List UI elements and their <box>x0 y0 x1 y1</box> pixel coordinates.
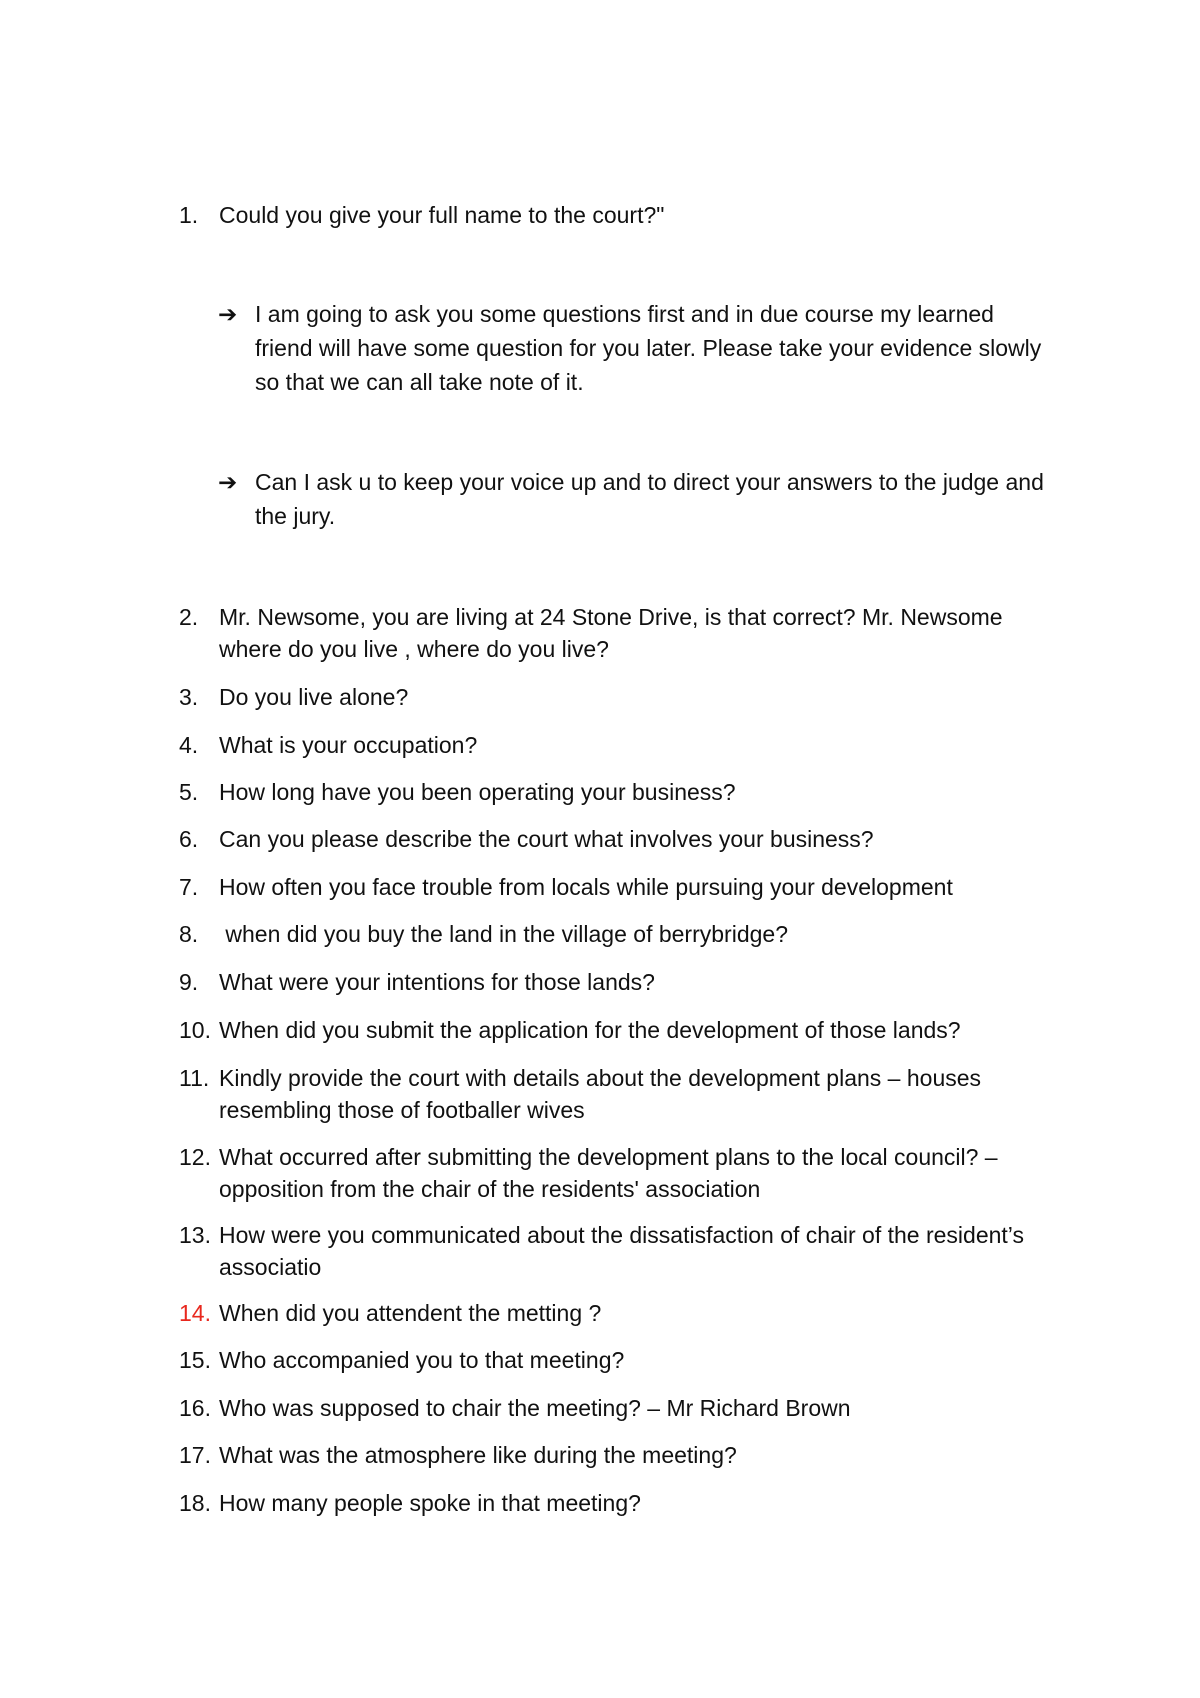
question-text: when did you buy the land in the village of berrybridge? <box>219 921 788 947</box>
question-number: 17. <box>179 1442 211 1468</box>
question-text: How long have you been operating your business? <box>219 779 736 805</box>
question-item <box>179 823 1059 855</box>
question-number: 16. <box>179 1395 211 1421</box>
question-text: Mr. Newsome, you are living at 24 Stone Drive, is that correct? Mr. Newsome where do you live , where do you live? <box>219 604 1003 662</box>
question-item <box>179 199 1059 231</box>
question-item <box>179 1439 1059 1471</box>
question-number: 4. <box>179 732 199 758</box>
question-item <box>179 1062 1059 1126</box>
question-number: 9. <box>179 969 199 995</box>
question-text: Kindly provide the court with details about the development plans – houses resembling those of footballer wives <box>219 1065 982 1123</box>
question-item <box>179 729 1059 761</box>
question-item <box>179 681 1059 713</box>
right-arrow-icon: ➔ <box>218 469 238 495</box>
question-item <box>179 1219 1059 1283</box>
question-text: What occurred after submitting the development plans to the local council? – opposition from the chair of the residents' association <box>219 1144 998 1202</box>
question-text: When did you submit the application for the development of those lands? <box>219 1017 961 1043</box>
question-number: 8. <box>179 921 199 947</box>
question-number: 10. <box>179 1017 211 1043</box>
note-text: Can I ask u to keep your voice up and to direct your answers to the judge and the jury. <box>255 469 1044 529</box>
question-item <box>179 776 1059 808</box>
question-number: 13. <box>179 1222 211 1248</box>
question-number: 3. <box>179 684 199 710</box>
note-text: I am going to ask you some questions first and in due course my learned friend will have some question for you later. Please take your evidence slowly so that we can all take note of it. <box>255 301 1042 395</box>
question-text: Can you please describe the court what involves your business? <box>219 826 874 852</box>
question-text: How many people spoke in that meeting? <box>219 1490 641 1516</box>
question-text: How often you face trouble from locals while pursuing your development <box>219 874 953 900</box>
question-text: How were you communicated about the dissatisfaction of chair of the resident’s associatio <box>219 1222 1024 1280</box>
question-text: What were your intentions for those lands? <box>219 969 655 995</box>
question-number: 11. <box>179 1065 210 1091</box>
question-text: When did you attendent the metting ? <box>219 1300 602 1326</box>
question-item <box>179 1487 1059 1519</box>
question-number: 6. <box>179 826 199 852</box>
question-number: 7. <box>179 874 199 900</box>
question-text: What is your occupation? <box>219 732 478 758</box>
question-number: 12. <box>179 1144 211 1170</box>
question-item <box>179 1141 1059 1205</box>
right-arrow-icon: ➔ <box>218 301 238 327</box>
question-item <box>179 918 1059 950</box>
question-text: Do you live alone? <box>219 684 409 710</box>
question-number: 1. <box>179 202 199 228</box>
question-item <box>179 1344 1059 1376</box>
question-number: 15. <box>179 1347 211 1373</box>
question-text: Could you give your full name to the court?" <box>219 202 665 228</box>
question-number: 2. <box>179 604 199 630</box>
question-item <box>179 1297 1059 1329</box>
note-item <box>218 297 1048 399</box>
note-item <box>218 465 1048 533</box>
question-text: Who was supposed to chair the meeting? – Mr Richard Brown <box>219 1395 851 1421</box>
question-item <box>179 601 1059 665</box>
question-item <box>179 871 1059 903</box>
question-item <box>179 1014 1059 1046</box>
question-item <box>179 1392 1059 1424</box>
question-number: 18. <box>179 1490 211 1516</box>
question-text: What was the atmosphere like during the meeting? <box>219 1442 737 1468</box>
question-number: 5. <box>179 779 199 805</box>
question-text: Who accompanied you to that meeting? <box>219 1347 625 1373</box>
question-item <box>179 966 1059 998</box>
question-number: 14. <box>179 1300 211 1326</box>
